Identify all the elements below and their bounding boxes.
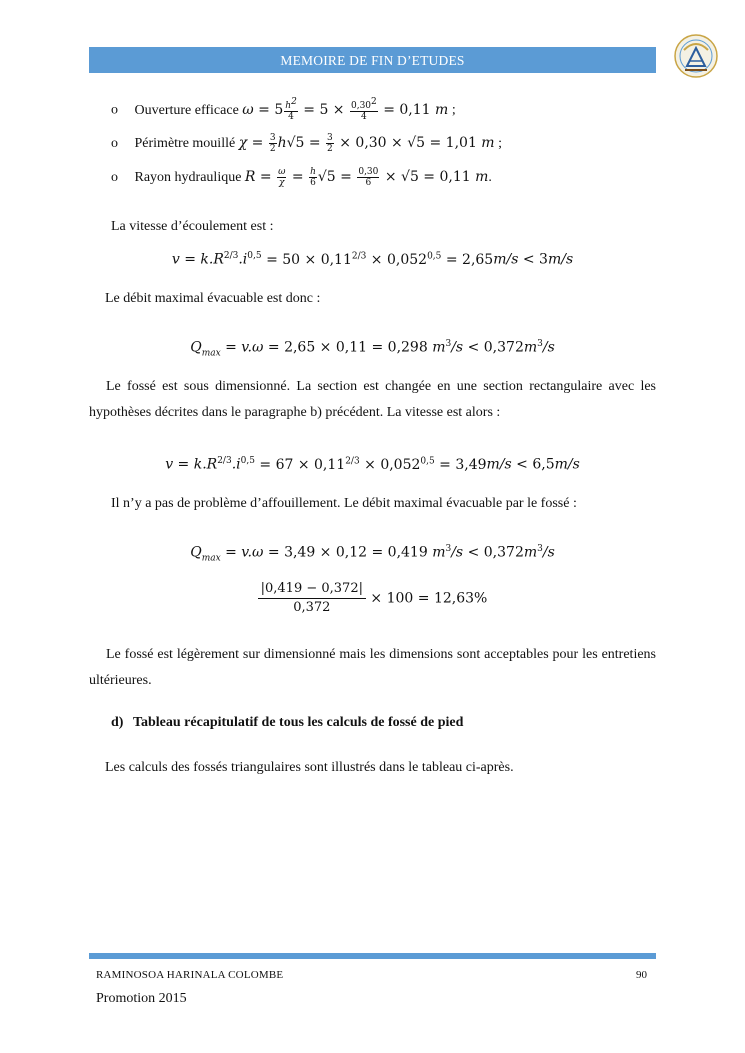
page-number: 90 — [636, 969, 647, 981]
page-header: MEMOIRE DE FIN D’ETUDES — [89, 47, 656, 73]
vitesse-intro: La vitesse d’écoulement est : — [111, 219, 274, 234]
calculs-paragraph: Les calculs des fossés triangulaires sont illustrés dans le tableau ci-après. — [105, 760, 514, 775]
bullet-marker: o — [111, 170, 118, 185]
section-d-heading — [111, 712, 463, 734]
bullet-label: Rayon hydraulique — [134, 170, 242, 185]
bullet-marker: o — [111, 102, 118, 118]
section-d-marker: d) — [111, 715, 124, 730]
bullet-marker: o — [111, 136, 118, 151]
vitesse-equation-1: $v = k.R^{2/3}.i^{0,5} = 50 \times 0,11^{2/3} \times 0,052^{0,5} = 2,65m/s < 3m/s$ — [171, 251, 574, 268]
section-d-title: Tableau récapitulatif de tous les calculs de fossé de pied — [132, 715, 464, 730]
debit-equation-2: $Q_{max} = v.\omega = 3,49 \times 0,12 = 0,419$ $m^3/s < 0,372m^3/s$ — [190, 544, 555, 564]
school-emblem-icon — [672, 32, 720, 80]
omega-equation: ω = 5 $\frac{h^2}{4}$ = 5 × $\frac{0,30^2}{4}$ = 0,11 m — [242, 97, 449, 122]
chi-equation: χ = $\frac{3}{2}$ h√5 = $\frac{3}{2}$ × 0,30 × √5 = 1,01 m — [238, 132, 495, 154]
footer-promotion: Promotion 2015 — [96, 991, 187, 1006]
bullet-perimetre: o Périmètre mouillé χ = $\frac{3}{2}$ h√5 = $\frac{3}{2}$ × 0,30 × √5 = 1,01 m ; — [111, 132, 502, 154]
debit-intro: Le débit maximal évacuable est donc : — [105, 291, 321, 306]
conclusion-paragraph: Le fossé est légèrement sur dimensionné mais les dimensions sont acceptables pour les entretiens ultérieures. — [89, 647, 656, 688]
bullet-ouverture: o Ouverture efficace ω = 5 $\frac{h^2}{4}$ = 5 × $\frac{0,30^2}{4}$ = 0,11 m ; — [111, 97, 456, 122]
affouillement-paragraph: Il n’y a pas de problème d’affouillement. Le débit maximal évacuable par le fossé : — [111, 496, 577, 511]
debit-equation-1: $Q_{max} = v.\omega = 2,65 \times 0,11 = 0,298$ $m^3/s < 0,372m^3/s$ — [190, 339, 555, 359]
footer-rule — [89, 953, 656, 959]
vitesse-equation-2: $v = k.R^{2/3}.i^{0,5} = 67 \times 0,11^{2/3} \times 0,052^{0,5} = 3,49m/s < 6,5m/s$ — [165, 456, 580, 473]
sous-dimensionne-paragraph: Le fossé est sous dimensionné. La section est changée en une section rectangulaire avec les hypothèses décrites dans le paragraphe b) précédent. La vitesse est alors : — [89, 379, 656, 420]
bullet-label: Ouverture efficace — [134, 102, 239, 118]
rayon-equation: R = $\frac{\omega}{\chi}$ = $\frac{h}{6}$ √5 = $\frac{0,30}{6}$ × √5 = 0,11 m — [244, 166, 489, 188]
footer-author: RAMINOSOA HARINALA COLOMBE — [96, 969, 284, 981]
bullet-label: Périmètre mouillé — [134, 136, 236, 151]
bullet-rayon: o Rayon hydraulique R = $\frac{\omega}{\chi}$ = $\frac{h}{6}$ √5 = $\frac{0,30}{6}$ × √5 = 0,11 m. — [111, 166, 492, 188]
ecart-equation: $\frac{|0,419 - 0,372|}{0,372}$ × 100 = 12,63% — [0, 580, 745, 617]
